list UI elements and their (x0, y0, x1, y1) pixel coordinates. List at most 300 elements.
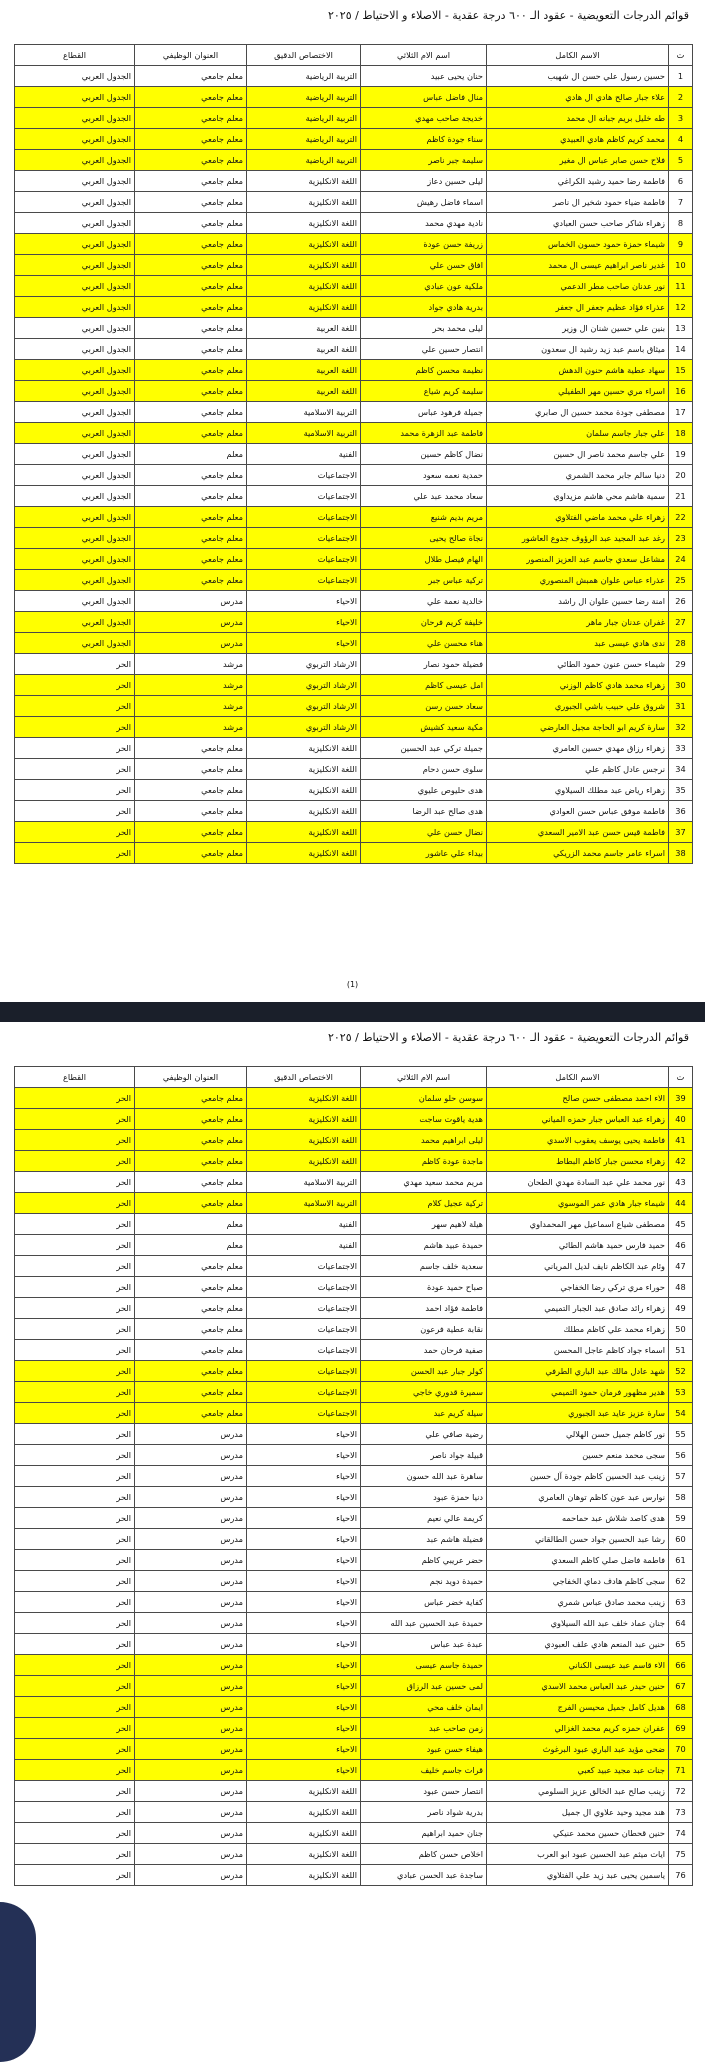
cell-specialization: اللغة الانكليزية (247, 1130, 361, 1151)
cell-specialization: الاجتماعيات (247, 465, 361, 486)
cell-mother-name: فاطمة عبد الزهرة محمد (361, 423, 487, 444)
cell-job-title: معلم جامعي (135, 423, 247, 444)
table-row (15, 1172, 693, 1193)
cell-num: 41 (669, 1130, 693, 1151)
cell-full-name: مصطفى شياع اسماعيل مهر المحمداوي (487, 1214, 669, 1235)
cell-mother-name: انتصار حسين علي (361, 339, 487, 360)
table-row (15, 1382, 693, 1403)
cell-num: 7 (669, 192, 693, 213)
cell-num: 64 (669, 1613, 693, 1634)
cell-job-title: مدرس (135, 1529, 247, 1550)
table-row (15, 171, 693, 192)
cell-specialization: اللغة العربية (247, 360, 361, 381)
cell-sector: الحر (15, 1697, 135, 1718)
cell-specialization: الاجتماعيات (247, 507, 361, 528)
cell-full-name: حوراء مري تركي رضا الخفاجي (487, 1277, 669, 1298)
table-row (15, 1340, 693, 1361)
cell-specialization: الاجتماعيات (247, 1319, 361, 1340)
cell-specialization: اللغة الانكليزية (247, 822, 361, 843)
cell-full-name: اسراء مري حسين مهر الطفيلي (487, 381, 669, 402)
cell-mother-name: ملكية عون عبادي (361, 276, 487, 297)
cell-full-name: زينب عبد الحسين كاظم جودة آل حسين (487, 1466, 669, 1487)
cell-num: 50 (669, 1319, 693, 1340)
cell-full-name: ايات ميثم عبد الحسين عبود ابو العرب (487, 1844, 669, 1865)
cell-mother-name: هيفاء حسن عبود (361, 1739, 487, 1760)
cell-job-title: معلم جامعي (135, 570, 247, 591)
cell-mother-name: نضال حسن علي (361, 822, 487, 843)
table-row (15, 696, 693, 717)
table-row (15, 339, 693, 360)
cell-num: 18 (669, 423, 693, 444)
cell-specialization: الاجتماعيات (247, 570, 361, 591)
cell-num: 49 (669, 1298, 693, 1319)
table-row (15, 1256, 693, 1277)
results-table (14, 1066, 693, 1886)
corner-decoration (0, 1902, 36, 2062)
cell-specialization: اللغة العربية (247, 381, 361, 402)
cell-mother-name: ليلى محمد بحر (361, 318, 487, 339)
cell-specialization: اللغة العربية (247, 339, 361, 360)
cell-specialization: الاحياء (247, 1718, 361, 1739)
cell-num: 22 (669, 507, 693, 528)
table-row (15, 1109, 693, 1130)
cell-sector: الجدول العربي (15, 507, 135, 528)
cell-job-title: مدرس (135, 1760, 247, 1781)
cell-sector: الحر (15, 654, 135, 675)
cell-sector: الحر (15, 1781, 135, 1802)
cell-specialization: الاحياء (247, 1760, 361, 1781)
cell-sector: الحر (15, 1550, 135, 1571)
cell-num: 76 (669, 1865, 693, 1886)
cell-sector: الحر (15, 801, 135, 822)
table-row (15, 507, 693, 528)
cell-specialization: الاحياء (247, 1655, 361, 1676)
table-row (15, 129, 693, 150)
cell-num: 65 (669, 1634, 693, 1655)
cell-specialization: اللغة الانكليزية (247, 801, 361, 822)
cell-num: 17 (669, 402, 693, 423)
cell-specialization: التربية الاسلامية (247, 1193, 361, 1214)
cell-specialization: الاجتماعيات (247, 1382, 361, 1403)
cell-job-title: معلم جامعي (135, 738, 247, 759)
cell-job-title: معلم جامعي (135, 213, 247, 234)
table-row (15, 549, 693, 570)
cell-sector: الجدول العربي (15, 213, 135, 234)
cell-full-name: ضحى مؤيد عبد الباري عبود البرغوث (487, 1739, 669, 1760)
cell-mother-name: الهام فيصل طلال (361, 549, 487, 570)
cell-specialization: التربية الرياضية (247, 66, 361, 87)
cell-mother-name: خليفة كريم فرحان (361, 612, 487, 633)
table-row (15, 213, 693, 234)
cell-specialization: الاحياء (247, 1445, 361, 1466)
table-row (15, 297, 693, 318)
cell-specialization: الاحياء (247, 1592, 361, 1613)
table-row (15, 1697, 693, 1718)
header-sector: القطاع (15, 45, 135, 66)
cell-mother-name: تركية عجيل كلام (361, 1193, 487, 1214)
cell-sector: الحر (15, 1508, 135, 1529)
cell-specialization: التربية الرياضية (247, 87, 361, 108)
cell-mother-name: سلوى حسن دحام (361, 759, 487, 780)
table-body (15, 1088, 693, 1886)
cell-num: 56 (669, 1445, 693, 1466)
cell-mother-name: ايمان خلف محي (361, 1697, 487, 1718)
table-row (15, 633, 693, 654)
cell-specialization: اللغة الانكليزية (247, 1151, 361, 1172)
cell-specialization: التربية الاسلامية (247, 402, 361, 423)
table-row (15, 1403, 693, 1424)
cell-specialization: اللغة الانكليزية (247, 213, 361, 234)
cell-sector: الحر (15, 1277, 135, 1298)
document-title: قوائم الدرجات التعويضية - عقود الـ ٦٠٠ درجة عقدية - الاصلاء و الاحتياط / ٢٠٢٥ (327, 9, 689, 22)
cell-mother-name: بدرية هادي جواد (361, 297, 487, 318)
cell-num: 61 (669, 1550, 693, 1571)
cell-num: 53 (669, 1382, 693, 1403)
cell-mother-name: كريمة عالي نعيم (361, 1508, 487, 1529)
cell-full-name: نرجس عادل كاظم علي (487, 759, 669, 780)
table-row (15, 150, 693, 171)
cell-sector: الحر (15, 696, 135, 717)
cell-job-title: معلم جامعي (135, 1319, 247, 1340)
cell-sector: الجدول العربي (15, 591, 135, 612)
cell-sector: الحر (15, 1865, 135, 1886)
cell-specialization: التربية الرياضية (247, 129, 361, 150)
cell-sector: الحر (15, 1613, 135, 1634)
cell-job-title: مدرس (135, 1466, 247, 1487)
cell-job-title: معلم جامعي (135, 486, 247, 507)
cell-num: 4 (669, 129, 693, 150)
cell-job-title: مدرس (135, 1445, 247, 1466)
cell-mother-name: سميرة قدوري خاجي (361, 1382, 487, 1403)
cell-full-name: طه خليل بريم جبانه ال محمد (487, 108, 669, 129)
cell-job-title: معلم جامعي (135, 276, 247, 297)
cell-num: 1 (669, 66, 693, 87)
header-num: ت (669, 45, 693, 66)
cell-mother-name: كولر جبار عبد الحسن (361, 1361, 487, 1382)
cell-specialization: اللغة الانكليزية (247, 1109, 361, 1130)
cell-full-name: سهاد عطية هاشم حنون الدهش (487, 360, 669, 381)
table-row (15, 717, 693, 738)
cell-mother-name: لمى حسين عبد الرزاق (361, 1676, 487, 1697)
cell-num: 30 (669, 675, 693, 696)
table-row (15, 654, 693, 675)
cell-sector: الحر (15, 1130, 135, 1151)
cell-full-name: جنات عبد مجيد عبيد كعبي (487, 1760, 669, 1781)
cell-job-title: معلم جامعي (135, 528, 247, 549)
table-row (15, 1361, 693, 1382)
cell-num: 3 (669, 108, 693, 129)
table-row (15, 1634, 693, 1655)
cell-full-name: حنين حيدر عبد العباس محمد الاسدي (487, 1676, 669, 1697)
cell-mother-name: اسماء فاضل رهيش (361, 192, 487, 213)
cell-full-name: هديل كامل جميل محيسن الفرج (487, 1697, 669, 1718)
cell-job-title: معلم جامعي (135, 801, 247, 822)
cell-num: 66 (669, 1655, 693, 1676)
cell-mother-name: ساجدة عبد الحسن عبادي (361, 1865, 487, 1886)
cell-mother-name: رضية صافي علي (361, 1424, 487, 1445)
cell-sector: الجدول العربي (15, 276, 135, 297)
cell-job-title: مدرس (135, 1634, 247, 1655)
table-row (15, 570, 693, 591)
cell-mother-name: مريم محمد سعيد مهدي (361, 1172, 487, 1193)
cell-full-name: فاطمة قيس حسن عبد الامير السعدي (487, 822, 669, 843)
cell-sector: الجدول العربي (15, 612, 135, 633)
cell-mother-name: عبدة عبد عباس (361, 1634, 487, 1655)
cell-full-name: زهراء رزاق مهدي حسين العامري (487, 738, 669, 759)
cell-num: 15 (669, 360, 693, 381)
cell-num: 68 (669, 1697, 693, 1718)
cell-job-title: معلم جامعي (135, 318, 247, 339)
cell-sector: الحر (15, 1760, 135, 1781)
cell-mother-name: قرات جاسم خليف (361, 1760, 487, 1781)
cell-sector: الجدول العربي (15, 192, 135, 213)
cell-mother-name: حميدة جاسم عيسى (361, 1655, 487, 1676)
cell-job-title: معلم جامعي (135, 1256, 247, 1277)
cell-num: 24 (669, 549, 693, 570)
cell-job-title: معلم (135, 1214, 247, 1235)
table-row (15, 1865, 693, 1886)
cell-sector: الحر (15, 843, 135, 864)
table-row (15, 234, 693, 255)
cell-full-name: غدير ناصر ابراهيم عيسى ال محمد (487, 255, 669, 276)
table-row (15, 780, 693, 801)
table-row (15, 822, 693, 843)
cell-specialization: التربية الرياضية (247, 108, 361, 129)
cell-mother-name: خديجة صاحب مهدي (361, 108, 487, 129)
cell-specialization: اللغة العربية (247, 318, 361, 339)
cell-sector: الحر (15, 1592, 135, 1613)
cell-num: 42 (669, 1151, 693, 1172)
cell-mother-name: ماجدة عودة كاظم (361, 1151, 487, 1172)
cell-sector: الجدول العربي (15, 402, 135, 423)
cell-full-name: وئام عبد الكاظم نايف لديل المرياني (487, 1256, 669, 1277)
cell-specialization: الاحياء (247, 1424, 361, 1445)
cell-specialization: الاحياء (247, 633, 361, 654)
cell-job-title: معلم جامعي (135, 1130, 247, 1151)
cell-full-name: فاطمة يحيى يوسف يعقوب الاسدي (487, 1130, 669, 1151)
cell-sector: الحر (15, 1823, 135, 1844)
cell-sector: الحر (15, 675, 135, 696)
cell-specialization: اللغة الانكليزية (247, 1088, 361, 1109)
cell-full-name: اسماء جواد كاظم عاجل المحسن (487, 1340, 669, 1361)
cell-job-title: معلم جامعي (135, 402, 247, 423)
cell-specialization: الفنية (247, 444, 361, 465)
document-title: قوائم الدرجات التعويضية - عقود الـ ٦٠٠ درجة عقدية - الاصلاء و الاحتياط / ٢٠٢٥ (327, 1031, 689, 1044)
table-row (15, 1487, 693, 1508)
table-row (15, 1466, 693, 1487)
cell-specialization: الاجتماعيات (247, 1361, 361, 1382)
cell-mother-name: نادية مهدي محمد (361, 213, 487, 234)
cell-specialization: الاجتماعيات (247, 1256, 361, 1277)
cell-specialization: الارشاد التربوي (247, 696, 361, 717)
cell-full-name: زهراء محمد هادي كاظم الوزني (487, 675, 669, 696)
cell-sector: الحر (15, 1634, 135, 1655)
cell-sector: الحر (15, 1214, 135, 1235)
cell-job-title: مدرس (135, 1781, 247, 1802)
cell-sector: الحر (15, 1382, 135, 1403)
header-name: الاسم الكامل (487, 45, 669, 66)
cell-full-name: زهراء علي محمد ماضي الفتلاوي (487, 507, 669, 528)
document-page-2 (0, 1022, 705, 2014)
cell-mother-name: سيلة كريم عبد (361, 1403, 487, 1424)
cell-job-title: مدرس (135, 1487, 247, 1508)
header-num: ت (669, 1067, 693, 1088)
cell-job-title: معلم جامعي (135, 465, 247, 486)
cell-specialization: اللغة الانكليزية (247, 1802, 361, 1823)
cell-num: 20 (669, 465, 693, 486)
cell-full-name: دنيا سالم جابر محمد الشمري (487, 465, 669, 486)
table-row (15, 1088, 693, 1109)
cell-num: 72 (669, 1781, 693, 1802)
cell-job-title: مرشد (135, 675, 247, 696)
cell-mother-name: ليلى حسين دعاز (361, 171, 487, 192)
cell-mother-name: هدية ياقوت ساجت (361, 1109, 487, 1130)
cell-job-title: مدرس (135, 591, 247, 612)
cell-full-name: فاطمة موفق عباس حسن العوادي (487, 801, 669, 822)
cell-full-name: علي جبار جاسم سلمان (487, 423, 669, 444)
cell-mother-name: نجاة صالح يحيى (361, 528, 487, 549)
cell-specialization: الاحياء (247, 1487, 361, 1508)
cell-num: 32 (669, 717, 693, 738)
cell-job-title: مدرس (135, 1571, 247, 1592)
cell-job-title: مدرس (135, 633, 247, 654)
cell-mother-name: ساهرة عبد الله حسون (361, 1466, 487, 1487)
table-row (15, 1844, 693, 1865)
cell-mother-name: امل عيسى كاظم (361, 675, 487, 696)
cell-specialization: الاجتماعيات (247, 549, 361, 570)
cell-specialization: التربية الاسلامية (247, 423, 361, 444)
cell-full-name: مشاعل سعدي جاسم عبد العزيز المنصور (487, 549, 669, 570)
cell-full-name: علاء جبار صالح هادي ال هادي (487, 87, 669, 108)
cell-sector: الحر (15, 1256, 135, 1277)
table-row (15, 465, 693, 486)
cell-specialization: اللغة الانكليزية (247, 1823, 361, 1844)
cell-sector: الحر (15, 1676, 135, 1697)
cell-job-title: معلم (135, 444, 247, 465)
cell-full-name: الاء احمد مصطفى حسن صالح (487, 1088, 669, 1109)
cell-num: 74 (669, 1823, 693, 1844)
cell-sector: الجدول العربي (15, 549, 135, 570)
cell-specialization: اللغة الانكليزية (247, 234, 361, 255)
cell-sector: الجدول العربي (15, 360, 135, 381)
cell-mother-name: جميلة تركي عبد الحسين (361, 738, 487, 759)
page-separator (0, 1002, 705, 1022)
cell-full-name: زينب صالح عبد الخالق عزيز السلومي (487, 1781, 669, 1802)
table-row (15, 486, 693, 507)
cell-num: 36 (669, 801, 693, 822)
cell-full-name: سارة عزيز عايد عبد الجبوري (487, 1403, 669, 1424)
cell-job-title: مدرس (135, 1718, 247, 1739)
cell-job-title: معلم جامعي (135, 381, 247, 402)
cell-specialization: الاحياء (247, 1508, 361, 1529)
cell-sector: الحر (15, 1193, 135, 1214)
cell-specialization: الاحياء (247, 1634, 361, 1655)
cell-num: 14 (669, 339, 693, 360)
cell-sector: الجدول العربي (15, 423, 135, 444)
table-row (15, 1529, 693, 1550)
cell-job-title: معلم جامعي (135, 1088, 247, 1109)
cell-full-name: شيماء حمزة حمود حسون الخماس (487, 234, 669, 255)
cell-job-title: مدرس (135, 1844, 247, 1865)
cell-sector: الحر (15, 1424, 135, 1445)
cell-job-title: معلم جامعي (135, 507, 247, 528)
table-row (15, 759, 693, 780)
table-row (15, 1151, 693, 1172)
cell-mother-name: جنان حميد ابراهيم (361, 1823, 487, 1844)
cell-specialization: اللغة الانكليزية (247, 192, 361, 213)
table-row (15, 1508, 693, 1529)
cell-sector: الحر (15, 822, 135, 843)
table-row (15, 1424, 693, 1445)
cell-mother-name: هدى حليوص عليوي (361, 780, 487, 801)
cell-num: 57 (669, 1466, 693, 1487)
cell-job-title: معلم جامعي (135, 780, 247, 801)
cell-job-title: معلم جامعي (135, 192, 247, 213)
cell-sector: الحر (15, 1361, 135, 1382)
cell-sector: الحر (15, 1109, 135, 1130)
table-row (15, 192, 693, 213)
cell-sector: الجدول العربي (15, 528, 135, 549)
cell-sector: الجدول العربي (15, 255, 135, 276)
cell-job-title: مدرس (135, 1424, 247, 1445)
cell-full-name: شيماء جبار هادي عمر الموسوي (487, 1193, 669, 1214)
cell-sector: الجدول العربي (15, 66, 135, 87)
cell-specialization: الاحياء (247, 1739, 361, 1760)
cell-specialization: الفنية (247, 1235, 361, 1256)
cell-sector: الجدول العربي (15, 87, 135, 108)
cell-num: 34 (669, 759, 693, 780)
cell-mother-name: صفية فرحان حمد (361, 1340, 487, 1361)
table-row (15, 1802, 693, 1823)
table-row (15, 1613, 693, 1634)
table-header-row (15, 1067, 693, 1088)
cell-specialization: اللغة الانكليزية (247, 297, 361, 318)
cell-mother-name: جميلة فرهود عباس (361, 402, 487, 423)
cell-num: 60 (669, 1529, 693, 1550)
cell-job-title: معلم جامعي (135, 1298, 247, 1319)
cell-job-title: معلم جامعي (135, 1151, 247, 1172)
table-row (15, 1571, 693, 1592)
cell-specialization: اللغة الانكليزية (247, 759, 361, 780)
cell-full-name: حنين عبد المنعم هادي علف العبودي (487, 1634, 669, 1655)
cell-specialization: اللغة الانكليزية (247, 171, 361, 192)
table-row (15, 1823, 693, 1844)
document-page-1 (0, 0, 705, 1002)
cell-mother-name: مريم بديم شنيع (361, 507, 487, 528)
cell-job-title: معلم جامعي (135, 549, 247, 570)
cell-mother-name: هناء محسن علي (361, 633, 487, 654)
cell-num: 12 (669, 297, 693, 318)
results-table (14, 44, 693, 864)
table-row (15, 528, 693, 549)
cell-num: 28 (669, 633, 693, 654)
cell-job-title: مدرس (135, 1739, 247, 1760)
cell-mother-name: فاطمة فؤاد احمد (361, 1298, 487, 1319)
cell-num: 55 (669, 1424, 693, 1445)
cell-sector: الجدول العربي (15, 633, 135, 654)
cell-full-name: زهراء عبد العباس جبار حمزه المياني (487, 1109, 669, 1130)
cell-full-name: نور محمد علي عبد السادة مهدي الطحان (487, 1172, 669, 1193)
cell-sector: الحر (15, 738, 135, 759)
cell-num: 10 (669, 255, 693, 276)
cell-mother-name: فضيلة حمود نصار (361, 654, 487, 675)
cell-num: 39 (669, 1088, 693, 1109)
cell-job-title: معلم (135, 1235, 247, 1256)
header-spec: الاختصاص الدقيق (247, 45, 361, 66)
table-row (15, 444, 693, 465)
cell-mother-name: حميدة عبد الحسين عبد الله (361, 1613, 487, 1634)
cell-mother-name: حميدة عبيد هاشم (361, 1235, 487, 1256)
